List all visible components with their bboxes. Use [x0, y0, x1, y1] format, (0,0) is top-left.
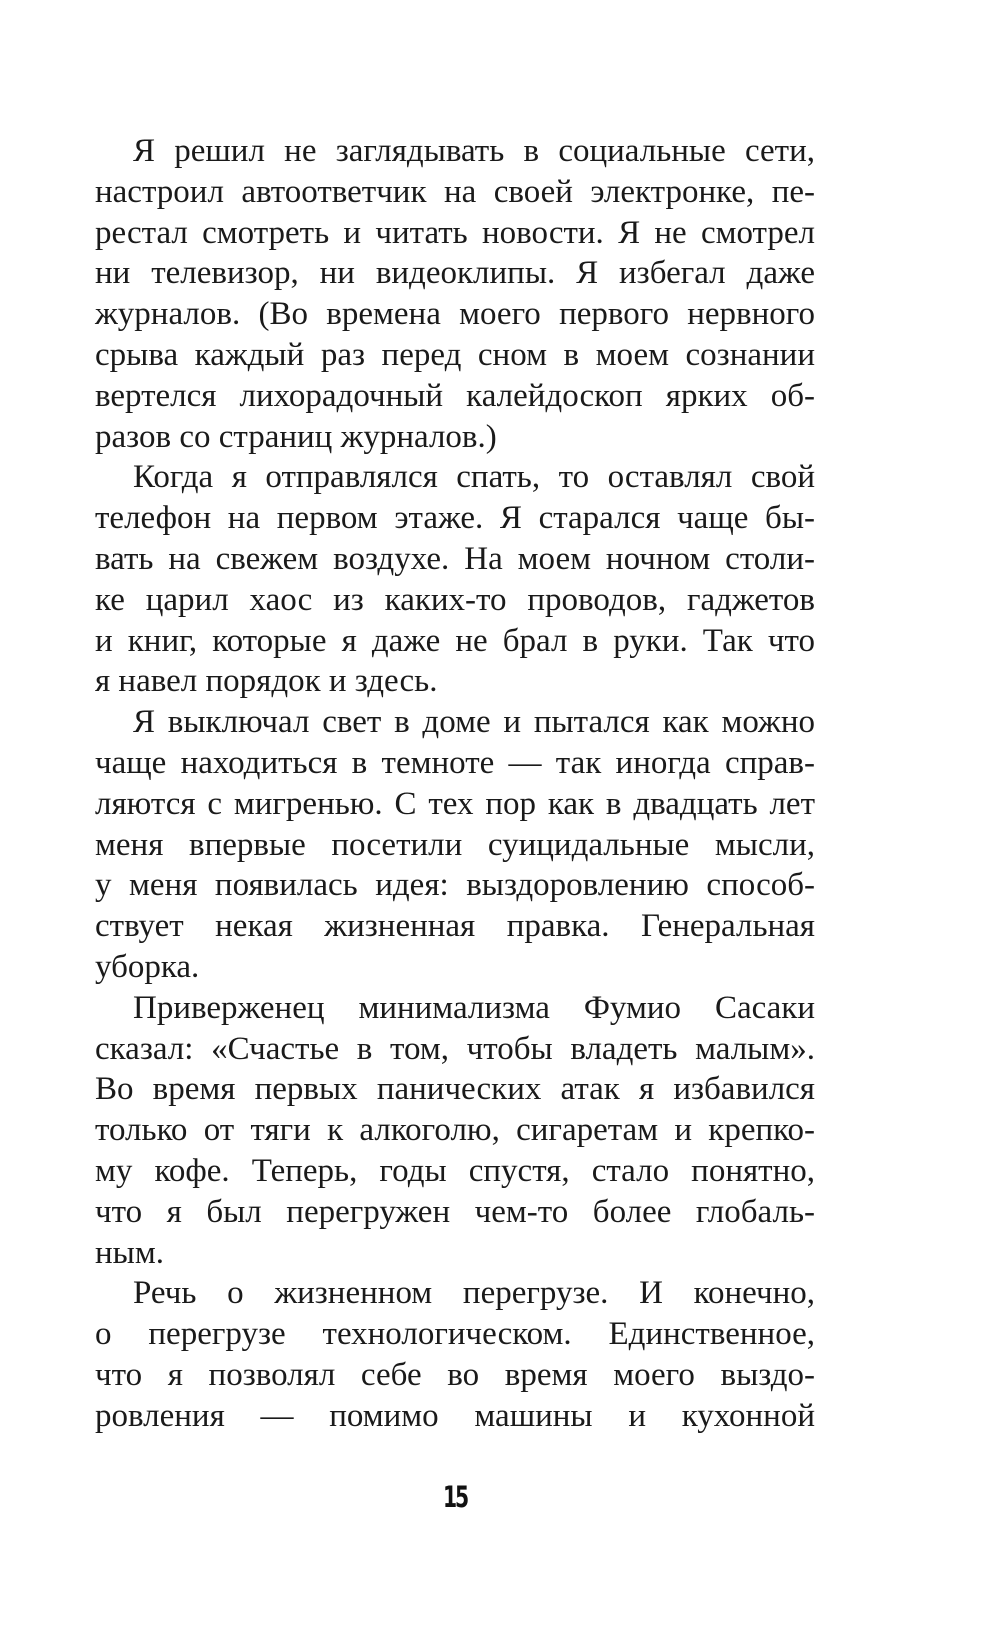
- page-number: 15: [442, 1480, 468, 1514]
- text-line: что я позволял себе во время моего выздо-: [95, 1356, 815, 1393]
- text-line: вертелся лихорадочный калейдоскоп ярких об-: [95, 377, 815, 414]
- text-line: я навел порядок и здесь.: [95, 663, 438, 700]
- text-line: Я решил не заглядывать в социальные сети,: [133, 133, 815, 169]
- text-line: Я выключал свет в доме и пытался как можно: [133, 704, 815, 741]
- text-line: Когда я отправлялся спать, то оставлял свой: [133, 459, 815, 496]
- text-line: телефон на первом этаже. Я старался чаще бы-: [95, 500, 815, 537]
- text-line: о перегрузе технологическом. Единственное,: [95, 1316, 815, 1353]
- text-line: рестал смотреть и читать новости. Я не смотрел: [95, 214, 815, 251]
- text-line: ляются с мигренью. С тех пор как в двадцать лет: [95, 785, 815, 822]
- text-line: журналов. (Во времена моего первого нервного: [95, 296, 815, 333]
- text-line: срыва каждый раз перед сном в моем сознании: [95, 336, 815, 373]
- text-line: ным.: [95, 1234, 164, 1271]
- text-line: что я был перегружен чем-то более глобаль-: [95, 1193, 815, 1230]
- text-line: вать на свежем воздухе. На моем ночном столи-: [95, 540, 815, 577]
- text-line: разов со страниц журналов.): [95, 418, 497, 455]
- body-text: [95, 131, 815, 1437]
- text-line: и книг, которые я даже не брал в руки. Так что: [95, 622, 815, 659]
- text-line: только от тяги к алкоголю, сигаретам и крепко-: [95, 1112, 815, 1149]
- text-line: ствует некая жизненная правка. Генеральная: [95, 908, 815, 945]
- text-line: му кофе. Теперь, годы спустя, стало понятно,: [95, 1152, 815, 1189]
- text-line: ке царил хаос из каких-то проводов, гаджетов: [95, 581, 815, 618]
- text-line: у меня появилась идея: выздоровлению способ-: [95, 867, 815, 904]
- text-line: уборка.: [95, 948, 200, 985]
- text-line: Речь о жизненном перегрузе. И конечно,: [133, 1275, 815, 1312]
- text-line: меня впервые посетили суицидальные мысли,: [95, 826, 815, 863]
- text-line: чаще находиться в темноте — так иногда справ-: [95, 744, 815, 781]
- text-line: Во время первых панических атак я избавился: [95, 1071, 815, 1108]
- text-line: Приверженец минимализма Фумио Сасаки: [133, 989, 815, 1026]
- text-line: ни телевизор, ни видеоклипы. Я избегал даже: [95, 255, 815, 292]
- text-line: настроил автоответчик на своей электронке, пе-: [95, 173, 815, 210]
- text-line: сказал: «Счастье в том, чтобы владеть малым».: [95, 1030, 815, 1067]
- text-line: ровления — помимо машины и кухонной: [95, 1397, 815, 1434]
